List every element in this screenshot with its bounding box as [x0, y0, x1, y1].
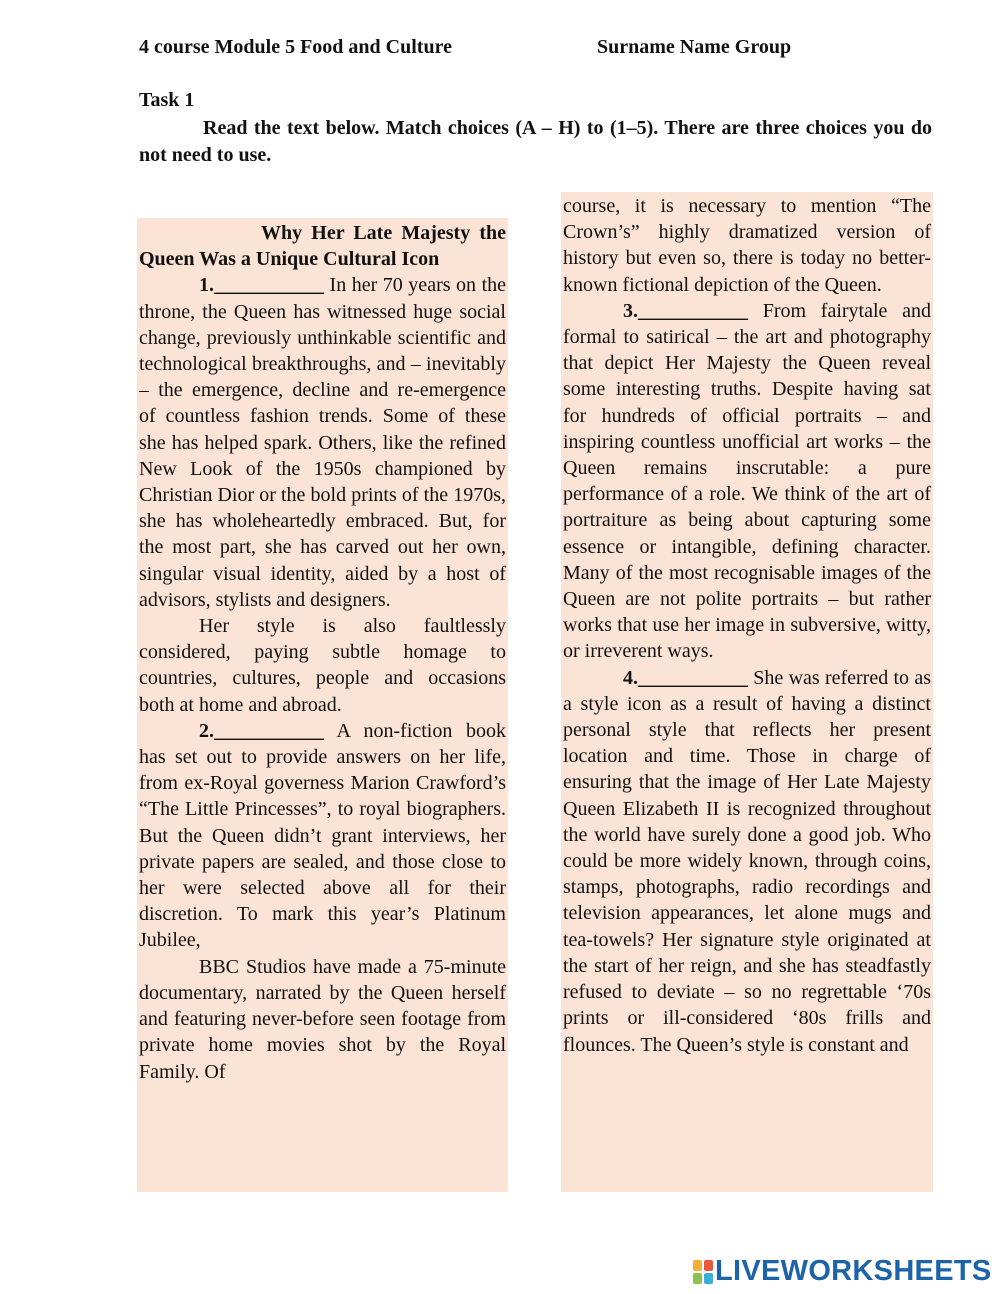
task-instructions: Read the text below. Match choices (A – H) to (1–5). There are three choices you do not need to use.	[139, 117, 932, 166]
paragraph-1b: Her style is also faultlessly considered, paying subtle homage to countries, cultures, people and occasions both at home and abroad.	[139, 615, 506, 716]
logo-square-icon	[693, 1273, 702, 1284]
gap-1-number: 1.	[199, 274, 214, 297]
liveworksheets-logo-text: LIVEWORKSHEETS	[715, 1255, 992, 1287]
paragraph-2	[139, 718, 506, 954]
paragraph-3	[563, 298, 931, 665]
gap-2-blank[interactable]: ___________	[214, 719, 324, 742]
gap-4-blank[interactable]: ___________	[638, 666, 748, 689]
article-column-left	[137, 218, 508, 1192]
article-column-right	[561, 192, 933, 1192]
paragraph-1	[139, 272, 506, 613]
paragraph-text: She was referred to as a style icon as a result of having a distinct personal style that reflects her present location and time. Those in charge of ensuring that the image of Her Late Majesty Queen Elizabeth II is recognized throughout the world have surely done a good job. Who could be more widely known, through coins, stamps, photographs, radio recordings and television appearances, let alone mugs and tea-towels? Her signature style originated at the start of her reign, and she has steadfastly refused to deviate – so no regrettable ‘70s prints or ill-considered ‘80s frills and flounces. The Queen’s style is constant and	[563, 666, 931, 1056]
gap-3-number: 3.	[623, 299, 638, 322]
task-title: Task 1	[139, 89, 195, 111]
article-title: Why Her Late Majesty the Queen Was a Unique Cultural Icon	[139, 222, 506, 271]
liveworksheets-logo-icon	[693, 1260, 713, 1284]
paragraph-text: In her 70 years on the throne, the Queen has witnessed huge social change, previously unthinkable scientific and technological breakthroughs, and – inevitably – the emergence, decline and re-emergence of countless fashion trends. Some of these she has helped spark. Others, like the refined New Look of the 1950s championed by Christian Dior or the bold prints of the 1970s, she has wholeheartedly embraced. But, for the most part, she has carved out her own, singular visual identity, aided by a host of advisors, stylists and designers.	[139, 274, 506, 611]
header-student-info: Surname Name Group	[597, 36, 792, 58]
gap-2-number: 2.	[199, 719, 214, 742]
logo-square-icon	[704, 1273, 713, 1284]
logo-square-icon	[693, 1260, 702, 1271]
liveworksheets-logo	[693, 1255, 992, 1288]
header-course-title: 4 course Module 5 Food and Culture	[139, 36, 452, 58]
paragraph-text: A non-fiction book has set out to provide answers on her life, from ex-Royal governess Marion Crawford’s “The Little Princesses”, to royal biographers. But the Queen didn’t grant interviews, her private papers are sealed, and those close to her were selected above all for their discretion. To mark this year’s Platinum Jubilee,	[139, 719, 506, 952]
paragraph-2b: BBC Studios have made a 75-minute documentary, narrated by the Queen herself and featuring never-before seen footage from private home movies shot by the Royal Family. Of	[139, 955, 506, 1083]
gap-4-number: 4.	[623, 666, 638, 689]
paragraph-4	[563, 665, 931, 1058]
gap-3-blank[interactable]: ___________	[638, 299, 748, 322]
gap-1-blank[interactable]: ___________	[214, 274, 324, 297]
paragraph-2c: course, it is necessary to mention “The Crown’s” highly dramatized version of history but even so, there is today no better-known fictional depiction of the Queen.	[563, 195, 931, 296]
logo-square-icon	[704, 1260, 713, 1271]
paragraph-text: From fairytale and formal to satirical – the art and photography that depict Her Majesty the Queen reveal some interesting truths. Despite having sat for hundreds of official portraits – and inspiring countless unofficial art works – the Queen remains inscrutable: a pure performance of a role. We think of the art of portraiture as being about capturing some essence or intangible, defining character. Many of the most recognisable images of the Queen are not polite portraits – but rather works that use her image in subversive, witty, or irreverent ways.	[563, 299, 931, 663]
